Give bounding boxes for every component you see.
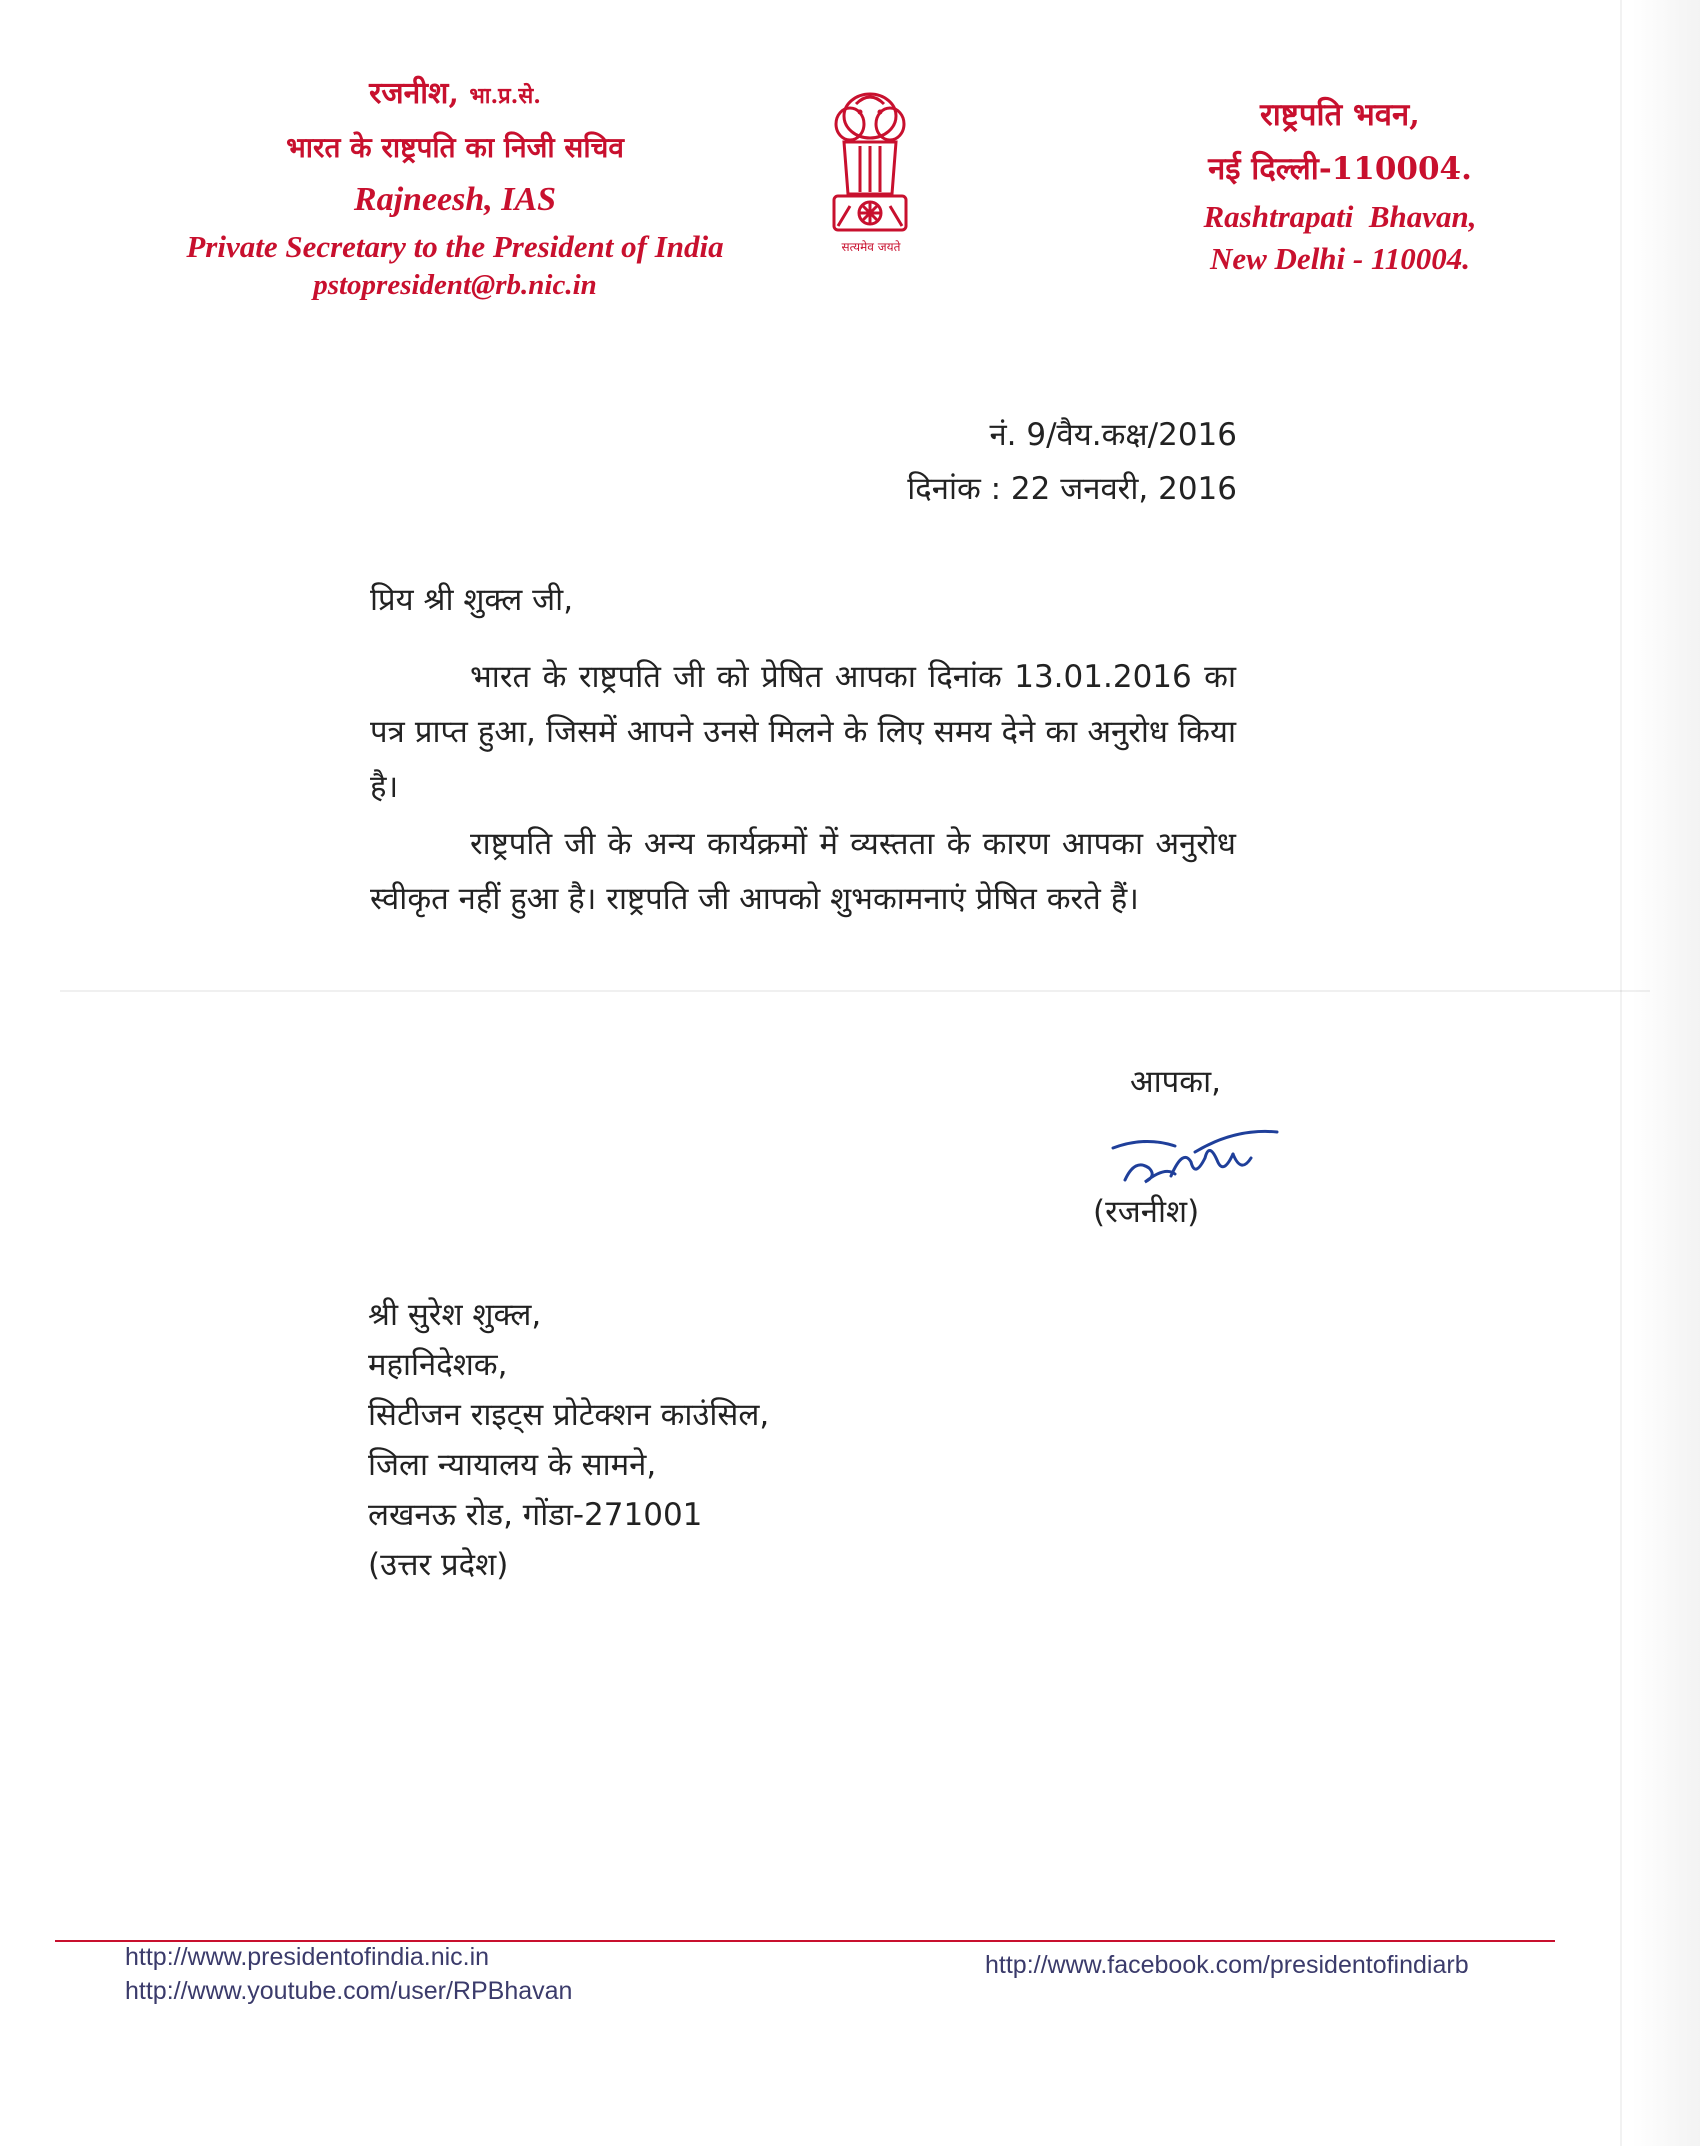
fold-line — [60, 990, 1650, 992]
emblem-motto: सत्यमेव जयते — [841, 240, 901, 254]
sender-name-english: Rajneesh, IAS — [353, 181, 557, 218]
paragraph-2: राष्ट्रपति जी के अन्य कार्यक्रमों में व्यस्तता के कारण आपका अनुरोध स्वीकृत नहीं हुआ है। राष्ट्रपति जी आपको शुभकामनाएं प्रेषित करते हैं। — [370, 826, 1236, 917]
signatory-name: (रजनीश) — [1093, 1194, 1200, 1230]
closing: आपका, — [1130, 1064, 1221, 1100]
recipient-line: श्री सुरेश शुक्ल, — [368, 1297, 542, 1333]
paragraph-1: भारत के राष्ट्रपति जी को प्रेषित आपका दिनांक 13.01.2016 का पत्र प्राप्त हुआ, जिसमें आपने उनसे मिलने के लिए समय देने का अनुरोध किया है। — [370, 659, 1236, 805]
office-line1-hindi: राष्ट्रपति भवन, — [1260, 97, 1420, 133]
sender-title-hindi: भारत के राष्ट्रपति का निजी सचिव — [286, 131, 624, 164]
recipient-line: महानिदेशक, — [368, 1347, 508, 1383]
salutation: प्रिय श्री शुक्ल जी, — [370, 582, 574, 618]
recipient-line: (उत्तर प्रदेश) — [368, 1547, 509, 1583]
office-line2-hindi: नई दिल्ली-110004. — [1208, 151, 1472, 187]
recipient-line: लखनऊ रोड, गोंडा-271001 — [368, 1497, 703, 1533]
recipient-line: जिला न्यायालय के सामने, — [368, 1447, 657, 1483]
facebook-link[interactable]: http://www.facebook.com/presidentofindiarb — [985, 1951, 1469, 1979]
youtube-link[interactable]: http://www.youtube.com/user/RPBhavan — [125, 1977, 573, 2005]
recipient-address — [368, 1290, 769, 1590]
office-line2-english: New Delhi - 110004. — [1209, 241, 1471, 276]
sender-service-hindi: भा.प्र.से. — [469, 83, 541, 109]
sender-title-english: Private Secretary to the President of India — [186, 229, 724, 264]
sender-name-hindi: रजनीश, — [369, 76, 459, 111]
national-emblem-icon — [820, 84, 920, 264]
recipient-line: सिटीजन राइट्स प्रोटेक्शन काउंसिल, — [368, 1397, 770, 1433]
reference-number: नं. 9/वैय.कक्ष/2016 — [989, 417, 1237, 453]
office-address-block — [1170, 88, 1510, 280]
website-link[interactable]: http://www.presidentofindia.nic.in — [125, 1943, 490, 1971]
office-line1-english: Rashtrapati Bhavan, — [1203, 199, 1477, 234]
page-edge — [1620, 0, 1622, 2146]
signature-icon — [1105, 1118, 1285, 1198]
footer-links-left — [125, 1940, 572, 2008]
letter-date: दिनांक : 22 जनवरी, 2016 — [907, 471, 1237, 507]
sender-block — [155, 68, 755, 302]
reference-block — [907, 408, 1237, 516]
sender-email: pstopresident@rb.nic.in — [313, 269, 597, 301]
